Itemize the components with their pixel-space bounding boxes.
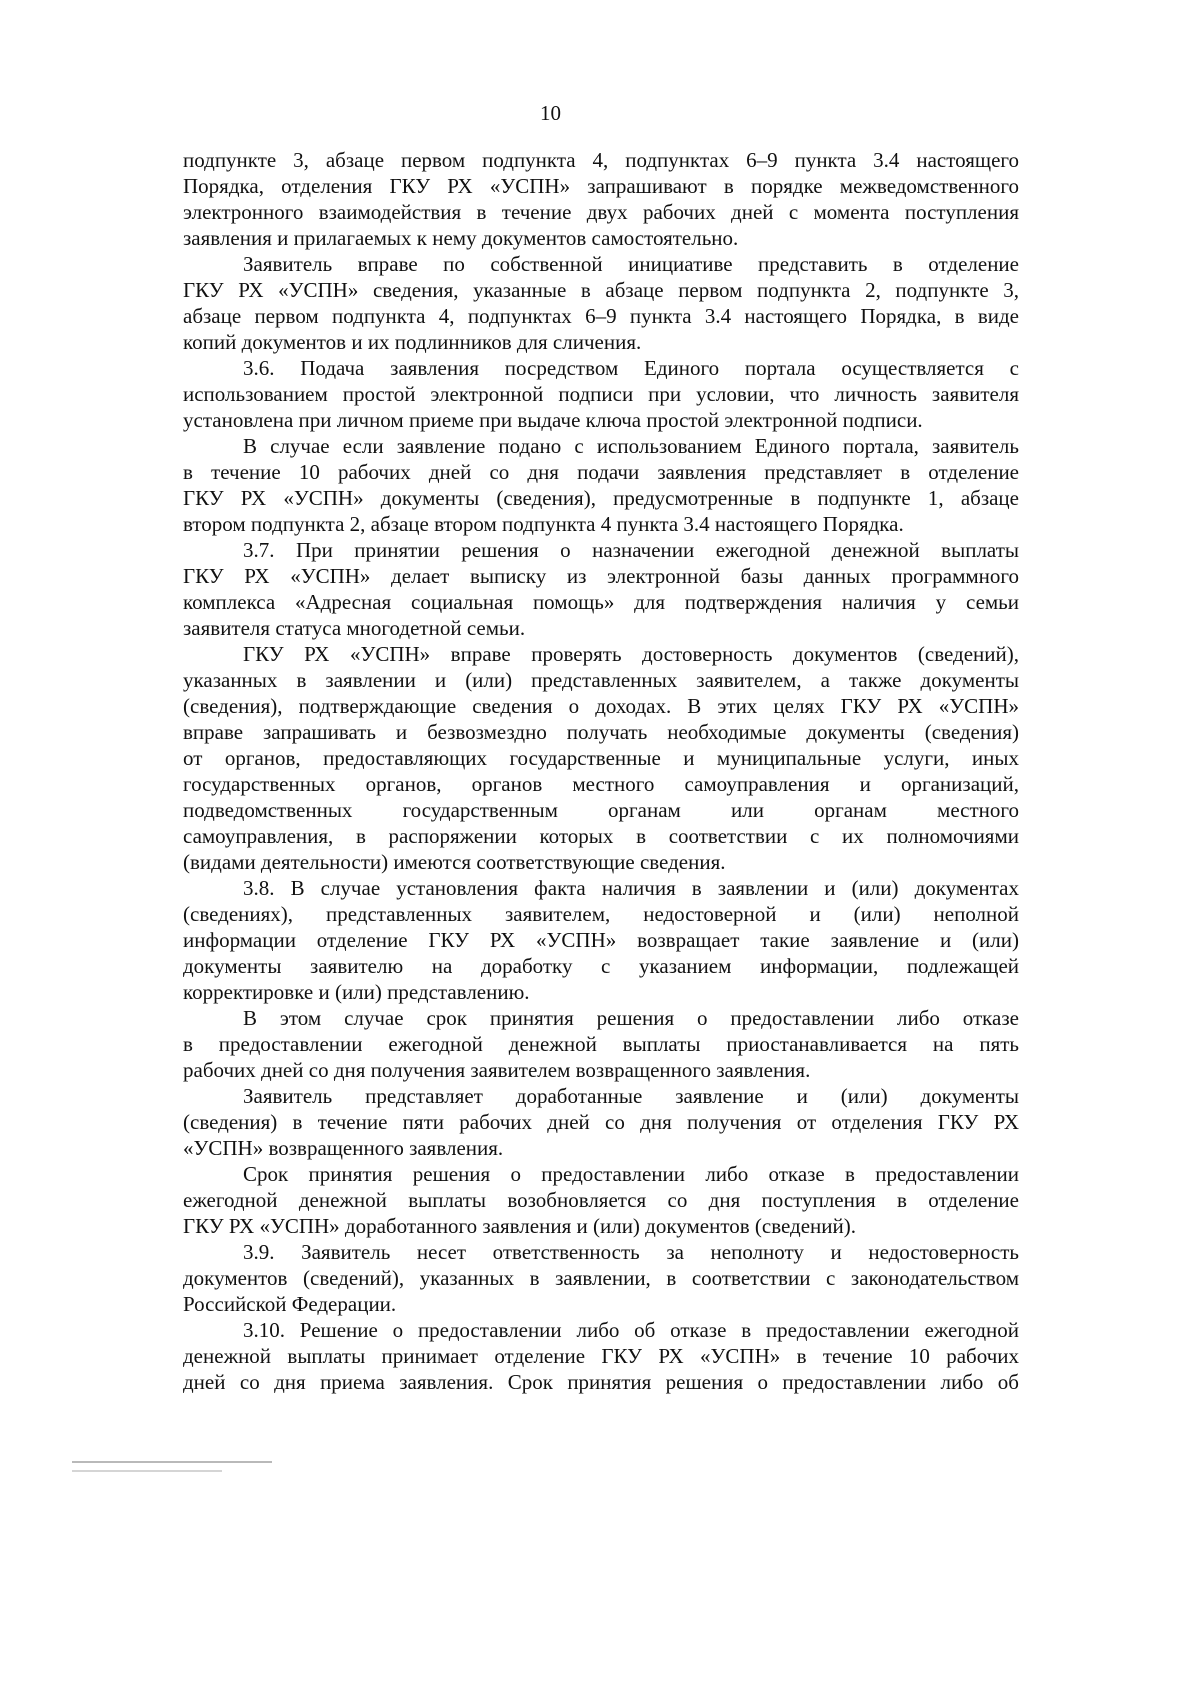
text-line: в предоставлении ежегодной денежной выплаты приостанавливается на пять [183,1032,1019,1056]
scan-artifact [72,1470,222,1472]
text-line: (сведения) в течение пяти рабочих дней со дня получения от отделения ГКУ РХ [183,1110,1019,1134]
text-line: рабочих дней со дня получения заявителем возвращенного заявления. [183,1058,811,1082]
text-line: Заявитель вправе по собственной инициативе представить в отделение [243,252,1019,276]
text-line: заявителя статуса многодетной семьи. [183,616,526,640]
text-line: 3.10. Решение о предоставлении либо об отказе в предоставлении ежегодной [243,1318,1019,1342]
text-line: указанных в заявлении и (или) представленных заявителем, а также документы [183,668,1019,692]
text-line: вправе запрашивать и безвозмездно получать необходимые документы (сведения) [183,720,1019,744]
text-line: Российской Федерации. [183,1292,397,1316]
text-line: копий документов и их подлинников для сличения. [183,330,642,354]
text-line: установлена при личном приеме при выдаче ключа простой электронной подписи. [183,408,923,432]
text-line: от органов, предоставляющих государственные и муниципальные услуги, иных [183,746,1019,770]
text-line: 3.6. Подача заявления посредством Единого портала осуществляется с [243,356,1019,380]
document-body [183,147,1019,1395]
text-line: (видами деятельности) имеются соответствующие сведения. [183,850,726,874]
text-line: государственных органов, органов местного самоуправления и организаций, [183,772,1019,796]
text-line: «УСПН» возвращенного заявления. [183,1136,504,1160]
text-line: абзаце первом подпункта 4, подпунктах 6–9 пункта 3.4 настоящего Порядка, в виде [183,304,1019,328]
text-line: ежегодной денежной выплаты возобновляется со дня поступления в отделение [183,1188,1019,1212]
text-line: подпункте 3, абзаце первом подпункта 4, подпунктах 6–9 пункта 3.4 настоящего [183,148,1019,172]
text-line: денежной выплаты принимает отделение ГКУ РХ «УСПН» в течение 10 рабочих [183,1344,1019,1368]
text-line: ГКУ РХ «УСПН» делает выписку из электронной базы данных программного [183,564,1019,588]
text-line: (сведениях), представленных заявителем, недостоверной и (или) неполной [183,902,1019,926]
text-line: ГКУ РХ «УСПН» доработанного заявления и (или) документов (сведений). [183,1214,857,1238]
text-line: заявления и прилагаемых к нему документов самостоятельно. [183,226,739,250]
text-line: Заявитель представляет доработанные заявление и (или) документы [243,1084,1019,1108]
text-line: (сведения), подтверждающие сведения о доходах. В этих целях ГКУ РХ «УСПН» [183,694,1019,718]
text-line: самоуправления, в распоряжении которых в соответствии с их полномочиями [183,824,1019,848]
text-line: В случае если заявление подано с использованием Единого портала, заявитель [243,434,1019,458]
text-line: В этом случае срок принятия решения о предоставлении либо отказе [243,1006,1019,1030]
text-line: ГКУ РХ «УСПН» вправе проверять достоверность документов (сведений), [243,642,1019,666]
text-line: 3.8. В случае установления факта наличия в заявлении и (или) документах [243,876,1019,900]
text-line: Порядка, отделения ГКУ РХ «УСПН» запрашивают в порядке межведомственного [183,174,1019,198]
text-line: дней со дня приема заявления. Срок принятия решения о предоставлении либо об [183,1370,1019,1394]
text-line: Срок принятия решения о предоставлении либо отказе в предоставлении [243,1162,1019,1186]
text-line: подведомственных государственным органам или органам местного [183,798,1019,822]
text-line: документов (сведений), указанных в заявлении, в соответствии с законодательством [183,1266,1019,1290]
text-line: корректировке и (или) представлению. [183,980,530,1004]
text-line: втором подпункта 2, абзаце втором подпункта 4 пункта 3.4 настоящего Порядка. [183,512,904,536]
page-number: 10 [540,101,561,125]
text-line: 3.7. При принятии решения о назначении ежегодной денежной выплаты [243,538,1019,562]
text-line: ГКУ РХ «УСПН» документы (сведения), предусмотренные в подпункте 1, абзаце [183,486,1019,510]
text-line: электронного взаимодействия в течение двух рабочих дней с момента поступления [183,200,1019,224]
text-line: 3.9. Заявитель несет ответственность за неполноту и недостоверность [243,1240,1019,1264]
text-line: использованием простой электронной подписи при условии, что личность заявителя [183,382,1019,406]
scan-artifact [72,1461,272,1463]
text-line: комплекса «Адресная социальная помощь» для подтверждения наличия у семьи [183,590,1019,614]
text-line: ГКУ РХ «УСПН» сведения, указанные в абзаце первом подпункта 2, подпункте 3, [183,278,1019,302]
text-line: в течение 10 рабочих дней со дня подачи заявления представляет в отделение [183,460,1019,484]
text-line: информации отделение ГКУ РХ «УСПН» возвращает такие заявление и (или) [183,928,1019,952]
text-line: документы заявителю на доработку с указанием информации, подлежащей [183,954,1019,978]
